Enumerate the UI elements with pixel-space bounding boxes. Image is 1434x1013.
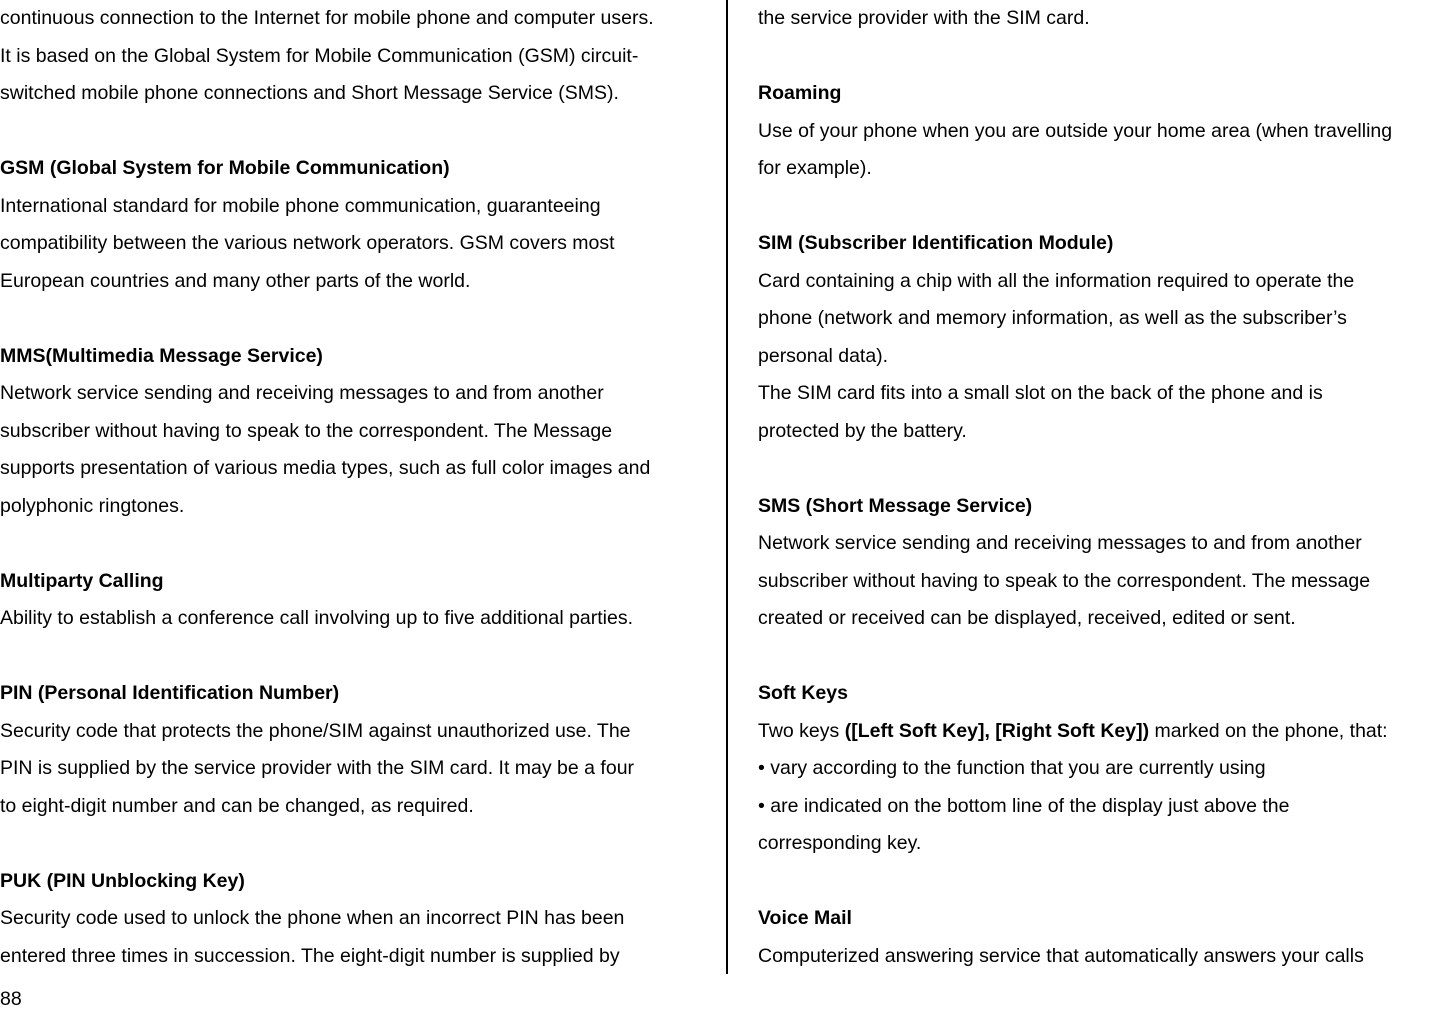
intro-line: continuous connection to the Internet for mobile phone and computer users.: [0, 7, 654, 29]
intro-line: switched mobile phone connections and Short Message Service (SMS).: [0, 82, 619, 104]
definition-line: The SIM card fits into a small slot on the back of the phone and is: [758, 382, 1323, 404]
definition-line: Use of your phone when you are outside your home area (when travelling: [758, 119, 1393, 142]
term-roaming: Roaming: [758, 82, 842, 104]
definition-line: subscriber without having to speak to the correspondent. The Message: [0, 419, 613, 442]
soft-key-names: ([Left Soft Key], [Right Soft Key]): [844, 719, 1150, 742]
definition-line: subscriber without having to speak to the correspondent. The message: [758, 569, 1371, 592]
page-number: 88: [0, 988, 22, 1010]
definition-line: European countries and many other parts of the world.: [0, 269, 471, 292]
definition-line: Computerized answering service that automatically answers your calls: [758, 944, 1364, 967]
definition-line: International standard for mobile phone communication, guaranteeing: [0, 194, 601, 217]
term-puk: PUK (PIN Unblocking Key): [0, 869, 245, 892]
definition-text: Two keys: [758, 719, 845, 742]
bullet-line: • vary according to the function that you are currently using: [758, 757, 1266, 779]
definition-line: protected by the battery.: [758, 419, 967, 442]
definition-line: personal data).: [758, 344, 889, 367]
definition-line: [758, 713, 1434, 751]
definition-line: to eight-digit number and can be changed, as required.: [0, 794, 474, 817]
definition-line: Security code that protects the phone/SIM against unauthorized use. The: [0, 719, 631, 742]
term-voice-mail: Voice Mail: [758, 907, 852, 929]
definition-line: PIN is supplied by the service provider with the SIM card. It may be a four: [0, 757, 635, 779]
definition-line: created or received can be displayed, received, edited or sent.: [758, 607, 1296, 629]
definition-line: Ability to establish a conference call involving up to five additional parties.: [0, 607, 634, 629]
definition-line: polyphonic ringtones.: [0, 494, 185, 517]
column-divider: [726, 0, 728, 974]
right-column: [758, 0, 1434, 975]
definition-line: Card containing a chip with all the information required to operate the: [758, 269, 1355, 292]
definition-line: for example).: [758, 157, 872, 179]
definition-line: phone (network and memory information, as well as the subscriber’s: [758, 307, 1347, 329]
definition-line: supports presentation of various media types, such as full color images and: [0, 457, 651, 479]
term-soft-keys: Soft Keys: [758, 682, 848, 704]
definition-line: entered three times in succession. The eight-digit number is supplied by: [0, 944, 620, 967]
intro-line: It is based on the Global System for Mobile Communication (GSM) circuit-: [0, 44, 639, 67]
term-multiparty-calling: Multiparty Calling: [0, 569, 164, 592]
definition-line: Security code used to unlock the phone when an incorrect PIN has been: [0, 907, 625, 929]
left-column: [0, 0, 712, 975]
definition-line: corresponding key.: [758, 832, 922, 854]
term-gsm: GSM (Global System for Mobile Communication): [0, 157, 450, 179]
definition-line: compatibility between the various network operators. GSM covers most: [0, 232, 615, 254]
definition-text: marked on the phone, that:: [1149, 719, 1388, 742]
term-sms: SMS (Short Message Service): [758, 494, 1033, 517]
term-mms: MMS(Multimedia Message Service): [0, 344, 323, 367]
bullet-line: • are indicated on the bottom line of the display just above the: [758, 794, 1290, 817]
term-sim: SIM (Subscriber Identification Module): [758, 232, 1114, 254]
definition-line: Network service sending and receiving messages to and from another: [758, 532, 1362, 554]
definition-line: Network service sending and receiving messages to and from another: [0, 382, 604, 404]
intro-line: the service provider with the SIM card.: [758, 7, 1090, 29]
term-pin: PIN (Personal Identification Number): [0, 682, 340, 704]
